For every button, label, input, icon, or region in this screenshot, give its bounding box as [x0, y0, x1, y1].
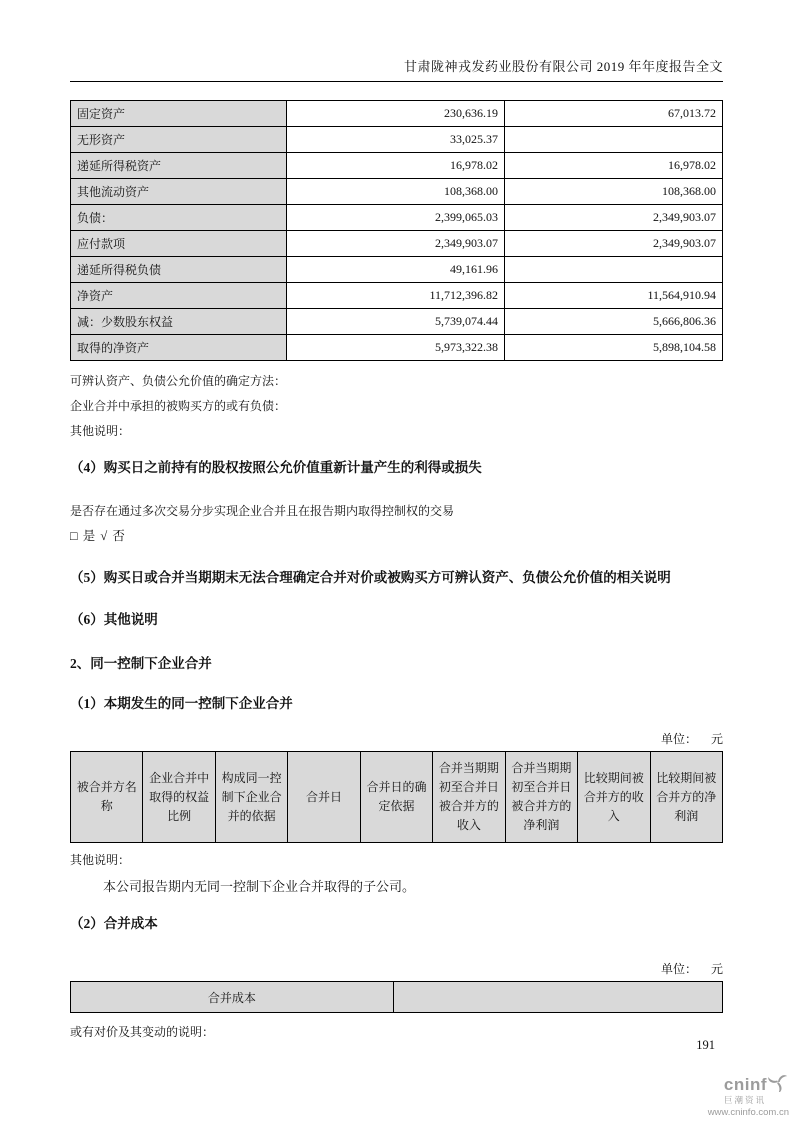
note-contingent-liabilities: 企业合并中承担的被购买方的或有负债：	[70, 399, 287, 413]
current-value: 5,973,322.38	[287, 335, 505, 361]
current-value: 2,349,903.07	[287, 231, 505, 257]
merger-table-header-row	[71, 752, 723, 843]
section-2-heading: 2、同一控制下企业合并	[70, 656, 212, 671]
merger-header-cell: 被合并方名称	[71, 752, 143, 843]
unit-line-2	[70, 960, 723, 977]
current-value: 108,368.00	[287, 179, 505, 205]
cninfo-brand-text: cninf	[723, 1074, 767, 1094]
section-2-2-heading: （2）合并成本	[70, 916, 158, 931]
row-label: 减：少数股东权益	[71, 309, 287, 335]
current-value: 49,161.96	[287, 257, 505, 283]
unit-value: 元	[710, 732, 723, 746]
row-label: 固定资产	[71, 101, 287, 127]
no-label: 否	[112, 529, 126, 543]
note-other: 其他说明：	[70, 424, 131, 438]
unit-label: 单位：	[660, 962, 697, 976]
merger-header-cell: 比较期间被合并方的收入	[578, 752, 650, 843]
merger-cost-table	[70, 981, 723, 1013]
cost-table-row	[71, 982, 723, 1013]
unit-line	[70, 730, 723, 747]
merger-header-cell: 企业合并中取得的权益比例	[143, 752, 215, 843]
cost-table-header-cell: 合并成本	[71, 982, 394, 1013]
current-value: 16,978.02	[287, 153, 505, 179]
merger-other-note-label: 其他说明：	[70, 853, 131, 867]
table-row	[71, 101, 723, 127]
cost-table-empty-cell	[393, 982, 722, 1013]
section-4-heading: （4）购买日之前持有的股权按照公允价值重新计量产生的利得或损失	[70, 460, 482, 475]
section-2-1-heading: （1）本期发生的同一控制下企业合并	[70, 696, 293, 711]
current-value: 33,025.37	[287, 127, 505, 153]
row-label: 无形资产	[71, 127, 287, 153]
checkbox-unchecked-icon: □	[70, 529, 79, 543]
common-control-merger-table	[70, 751, 723, 843]
identifiable-assets-table	[70, 100, 723, 361]
table-row	[71, 335, 723, 361]
row-label: 负债：	[71, 205, 287, 231]
current-value: 5,739,074.44	[287, 309, 505, 335]
row-label: 递延所得税负债	[71, 257, 287, 283]
prior-value	[505, 257, 723, 283]
page-content	[70, 0, 723, 1042]
table-row	[71, 179, 723, 205]
yes-label: 是	[82, 529, 97, 543]
table-row	[71, 205, 723, 231]
current-value: 2,399,065.03	[287, 205, 505, 231]
prior-value: 5,898,104.58	[505, 335, 723, 361]
unit-label: 单位：	[660, 732, 697, 746]
table-row	[71, 309, 723, 335]
current-value: 230,636.19	[287, 101, 505, 127]
row-label: 净资产	[71, 283, 287, 309]
prior-value: 2,349,903.07	[505, 231, 723, 257]
unit-value: 元	[710, 962, 723, 976]
table-row	[71, 127, 723, 153]
section-5-heading: （5）购买日或合并当期期末无法合理确定合并对价或被购买方可辨认资产、负债公允价值的相关说明	[70, 570, 671, 585]
merger-header-cell: 构成同一控制下企业合并的依据	[215, 752, 287, 843]
checkmark-icon: √	[100, 529, 109, 543]
cninfo-logo	[693, 1072, 789, 1118]
table-row	[71, 283, 723, 309]
row-label: 递延所得税资产	[71, 153, 287, 179]
table-row	[71, 153, 723, 179]
yes-no-checkbox-line	[70, 527, 723, 545]
pinwheel-icon	[767, 1072, 789, 1097]
merger-header-cell: 比较期间被合并方的净利润	[650, 752, 723, 843]
contingent-consideration-note: 或有对价及其变动的说明：	[70, 1025, 215, 1039]
row-label: 其他流动资产	[71, 179, 287, 205]
merger-header-cell: 合并当期期初至合并日被合并方的净利润	[505, 752, 577, 843]
multi-step-transaction-question: 是否存在通过多次交易分步实现企业合并且在报告期内取得控制权的交易	[70, 504, 455, 518]
cninfo-chinese-name: 巨潮资讯	[723, 1095, 766, 1105]
page-number: 191	[696, 1038, 715, 1052]
merger-header-cell: 合并日的确定依据	[360, 752, 432, 843]
table-row	[71, 257, 723, 283]
row-label: 取得的净资产	[71, 335, 287, 361]
section-6-heading: （6）其他说明	[70, 612, 158, 627]
merger-header-cell: 合并当期期初至合并日被合并方的收入	[433, 752, 505, 843]
report-header-title: 甘肃陇神戎发药业股份有限公司 2019 年年度报告全文	[70, 0, 723, 82]
cninfo-url-text: www.cninfo.com.cn	[707, 1107, 789, 1118]
prior-value: 11,564,910.94	[505, 283, 723, 309]
prior-value: 16,978.02	[505, 153, 723, 179]
prior-value: 108,368.00	[505, 179, 723, 205]
note-fair-value-method: 可辨认资产、负债公允价值的确定方法：	[70, 374, 287, 388]
current-value: 11,712,396.82	[287, 283, 505, 309]
row-label: 应付款项	[71, 231, 287, 257]
merger-header-cell: 合并日	[288, 752, 360, 843]
prior-value: 67,013.72	[505, 101, 723, 127]
merger-other-note-body: 本公司报告期内无同一控制下企业合并取得的子公司。	[103, 879, 416, 894]
post-table-notes	[70, 369, 723, 444]
table-row	[71, 231, 723, 257]
prior-value: 2,349,903.07	[505, 205, 723, 231]
prior-value	[505, 127, 723, 153]
prior-value: 5,666,806.36	[505, 309, 723, 335]
